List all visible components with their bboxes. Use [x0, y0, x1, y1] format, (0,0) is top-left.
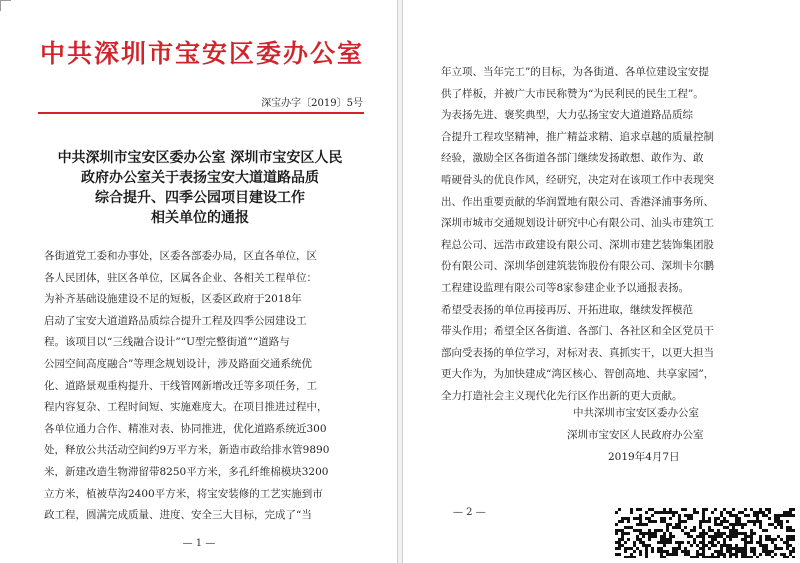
body-line: 启动了宝安大道道路品质综合提升工程及四季公园建设工: [44, 314, 307, 327]
body-line: 希望受表扬的单位再接再厉、开拓进取，继续发挥模范: [441, 303, 693, 316]
body-line: 化、道路景观重构提升、干线管网新增改迁等多项任务，工: [44, 379, 317, 392]
page-number-right: — 2 —: [453, 507, 486, 518]
left-page: [0, 0, 398, 563]
red-divider-line: [38, 112, 364, 114]
title-line: 中共深圳市宝安区委办公室 深圳市宝安区人民: [57, 150, 343, 166]
body-line: 深圳市城市交通规划设计研究中心有限公司、汕头市建筑工: [441, 217, 714, 230]
document-header: 中共深圳市宝安区委办公室: [40, 39, 365, 68]
right-body-text: [441, 62, 781, 408]
title-line: 综合提升、四季公园项目建设工作: [95, 190, 305, 206]
body-line: 工程建设监理有限公司等8家参建企业予以通报表扬。: [441, 281, 690, 294]
right-page: [402, 0, 800, 563]
body-line: 为表扬先进、褒奖典型，大力弘扬宝安大道道路品质综: [441, 109, 693, 122]
title-line: 相关单位的通报: [151, 210, 249, 226]
body-line: 处，释放公共活动空间约9万平方米，新造市政给排水管9890: [44, 444, 330, 457]
title-line: 政府办公室关于表扬宝安大道道路品质: [81, 170, 319, 186]
left-body-text: [44, 246, 364, 527]
signature-date: 2019年4月7日: [608, 451, 680, 463]
body-line: 政工程，圆满完成质量、进度、安全三大目标，完成了“当: [44, 509, 312, 522]
body-line: 公园空间高度融合”等理念规划设计，涉及路面交通系统优: [44, 357, 312, 370]
body-line: 年立项、当年完工”的目标，为各街道、各单位建设宝安提: [441, 66, 709, 78]
signature-org-2: 深圳市宝安区人民政府办公室: [567, 429, 704, 441]
body-line: 供了样板，并被广大市民称赞为“为民利民的民生工程”。: [441, 87, 704, 100]
signature-org-1: 中共深圳市宝安区委办公室: [573, 407, 699, 419]
body-line: 带头作用；希望全区各街道、各部门、各社区和全区党员干: [441, 325, 714, 338]
body-line: 各单位通力合作、精准对表、协同推进，优化道路系统近300: [44, 422, 327, 435]
body-line: 程总公司、远浩市政建设有限公司、深圳市建艺装饰集团股: [441, 238, 714, 251]
body-line: 各人民团体，驻区各单位，区属各企业、各相关工程单位：: [44, 271, 317, 284]
body-line: 合提升工程攻坚精神，推广精益求精、追求卓越的质量控制: [441, 130, 714, 143]
body-line: 各街道党工委和办事处，区委各部委办局，区直各单位，区: [44, 250, 317, 262]
body-line: 啃硬骨头的优良作风，经研究，决定对在该项工作中表现突: [441, 173, 714, 186]
body-line: 程内容复杂、工程时间短、实施难度大。在项目推进过程中，: [44, 401, 328, 414]
body-line: 立方米，植被草沟2400平方米，将宝安装修的工艺实施到市: [44, 487, 323, 500]
qr-code-icon: [615, 508, 795, 558]
body-line: 部向受表扬的单位学习，对标对表、真抓实干，以更大担当: [441, 346, 714, 359]
page-number-left: — 1 —: [182, 538, 216, 549]
corner-mark: [0, 0, 11, 11]
body-line: 米，新建改造生物滞留带8250平方米，多孔纤维棉模块3200: [44, 465, 329, 478]
body-line: 份有限公司、深圳华创建筑装饰股份有限公司、深圳卡尔鹏: [441, 260, 714, 273]
document-number: 深宝办字〔2019〕5号: [261, 98, 363, 109]
body-line: 程。该项目以“三线融合设计”“U型完整街道”“道路与: [44, 336, 290, 349]
body-line: 出、作出重要贡献的华润置地有限公司、香港泽浦事务所、: [441, 195, 714, 208]
document-title: [40, 148, 360, 228]
body-line: 经验，激励全区各街道各部门继续发扬敢想、敢作为、敢: [441, 152, 704, 165]
body-line: 全力打造社会主义现代化先行区作出新的更大贡献。: [441, 389, 683, 402]
body-line: 更大作为，为加快建成“湾区核心、智创高地、共享家园”，: [441, 368, 715, 381]
body-line: 为补齐基础设施建设不足的短板，区委区政府于2018年: [44, 293, 302, 306]
